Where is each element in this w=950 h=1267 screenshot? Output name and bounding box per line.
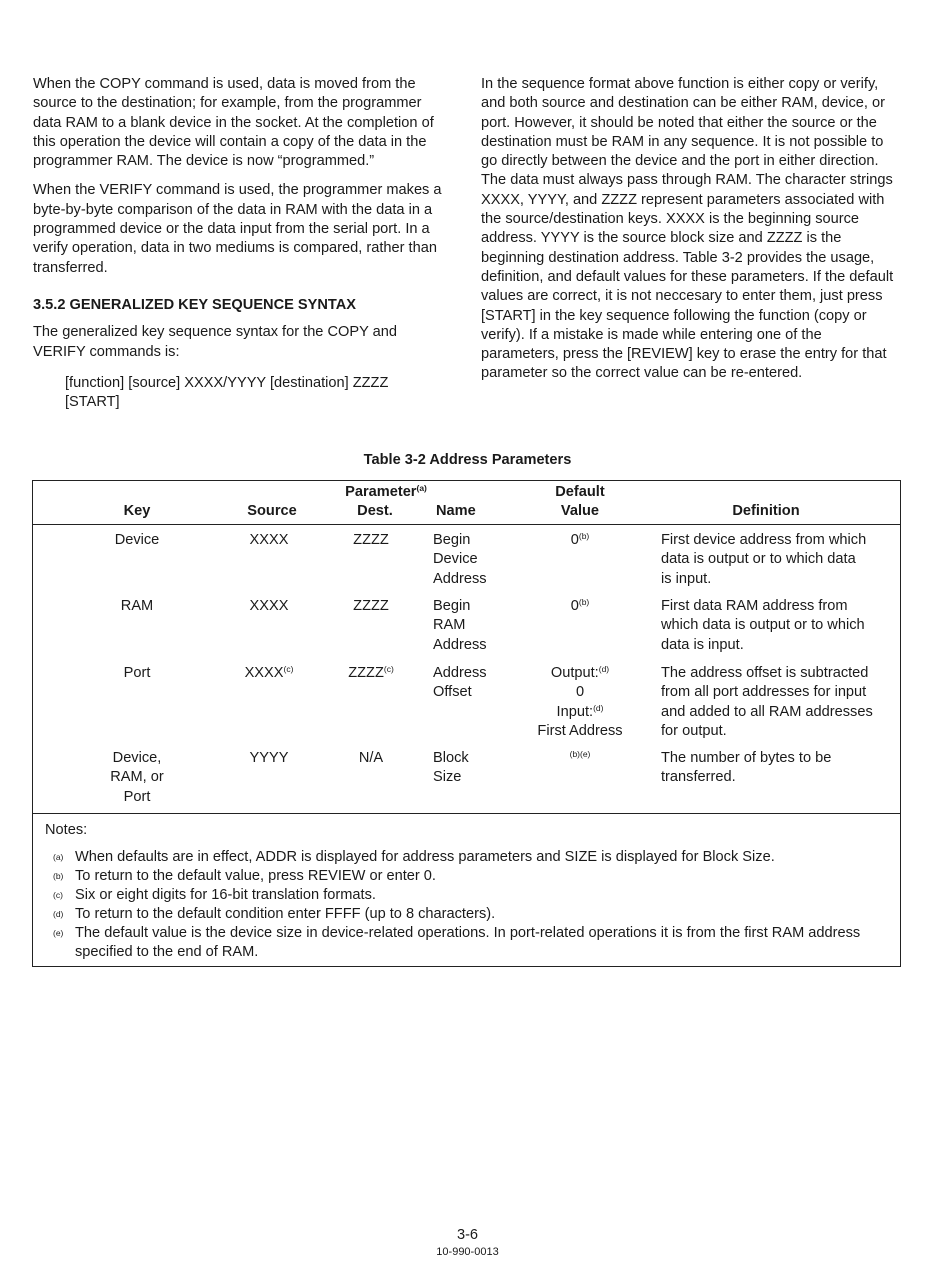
table-cell-definition: First device address from which data is output or to which data is input. [661,532,867,587]
table-cell-key: Device, RAM, or Port [110,750,164,805]
notes-title: Notes: [45,822,88,838]
table-cell-default: 0$^{(b)}$ [570,531,590,548]
table-cell-key: Device [114,532,160,548]
document-number: 10-990-0013 [436,1246,499,1258]
address-parameters-table [32,480,901,967]
table-cell-definition: First data RAM address from which data is output or to which data is input. [661,598,865,653]
table-cell-default: (b)(e) [569,749,591,759]
syntax-intro-paragraph: The generalized key sequence syntax for the COPY and VERIFY commands is: [33,324,397,360]
table-cell-key: RAM [120,598,154,614]
right-column [481,75,901,394]
note-e: (e) The default value is the device size in device-related operations. In port-related operations it is from the first RAM address specified to the end of RAM. [53,925,861,960]
table-cell-name: Address Offset [433,665,487,701]
left-column [33,75,445,412]
table-cell-source: YYYY [249,750,289,766]
table-cell-dest: ZZZZ [353,532,389,548]
header-name: Name [436,503,476,519]
section-heading: 3.5.2 GENERALIZED KEY SEQUENCE SYNTAX [33,296,357,313]
verify-command-paragraph: When the VERIFY command is used, the programmer makes a byte-by-byte comparison of the data in RAM with the data in a programmed device or the data input from the serial port. In a verify operation, data in two mediums is compared, rather than transferred. [33,182,442,276]
key-sequence-syntax: [function] [source] XXXX/YYYY [destination] ZZZZ [START] [65,374,389,411]
header-definition: Definition [732,503,800,519]
note-b: (b) To return to the default value, press REVIEW or enter 0. [53,868,436,884]
sequence-format-paragraph: In the sequence format above function is either copy or verify, and both source and destination can be either RAM, device, or port. However, it should be noted that either the source or the destination must be RAM in any sequence. It is not possible to go directly between the device and the port in either direction. The data must always pass through RAM. The character strings XXXX, YYYY, and ZZZZ represent parameters associated with the source/destination keys. XXXX is the beginning source address. YYYY is the source block size and ZZZZ is the beginning destination address. Table 3-2 provides the usage, definition, and default values for these parameters. If the default values are correct, it is not neccesary to enter them, just press [START] in the key sequence following the function (copy or verify). If a mistake is made while entering one of the parameters, press the [REVIEW] key to erase the entry for that parameter so the correct value can be re-entered. [481,76,894,382]
table-cell-dest: N/A [358,750,384,766]
header-default-line1: Default [555,484,605,500]
table-cell-definition: The number of bytes to be transferred. [661,750,832,786]
page-number: 3-6 [456,1227,479,1243]
header-dest: Dest. [357,503,393,519]
table-cell-default: Output:$^{(d)}$ 0 Input:$^{(d)}$ First Address [537,664,623,739]
note-a: (a) When defaults are in effect, ADDR is displayed for address parameters and SIZE is displayed for Block Size. [53,849,775,865]
table-cell-name: Begin RAM Address [433,598,487,653]
table-cell-key: Port [123,665,151,681]
table-cell-default: 0$^{(b)}$ [570,597,590,614]
table-cell-dest: ZZZZ [353,598,389,614]
table-cell-source: XXXX [249,532,289,548]
header-source: Source [247,503,297,519]
notes-divider [33,813,900,814]
note-d: (d) To return to the default condition enter FFFF (up to 8 characters). [53,906,496,922]
table-title: Table 3-2 Address Parameters [363,452,572,468]
header-default-line2: Value [560,503,600,519]
note-c: (c) Six or eight digits for 16-bit translation formats. [53,887,376,903]
table-cell-source: XXXX$^{(c)}$ [244,664,294,681]
table-cell-name: Begin Device Address [433,532,487,587]
header-key: Key [123,503,151,519]
copy-command-paragraph: When the COPY command is used, data is moved from the source to the destination; for example, from the programmer data RAM to a blank device in the socket. At the completion of this operation the device will contain a copy of the data in the programmer RAM. The device is now “programmed.” [33,76,434,170]
table-cell-name: Block Size [433,750,469,786]
header-divider [33,524,900,525]
table-cell-definition: The address offset is subtracted from all port addresses for input and added to all RAM addresses for output. [661,665,873,739]
header-parameter: Parameter$^{(a)}$ [345,483,427,500]
table-cell-source: XXXX [249,598,289,614]
table-cell-dest: ZZZZ$^{(c)}$ [348,664,394,681]
